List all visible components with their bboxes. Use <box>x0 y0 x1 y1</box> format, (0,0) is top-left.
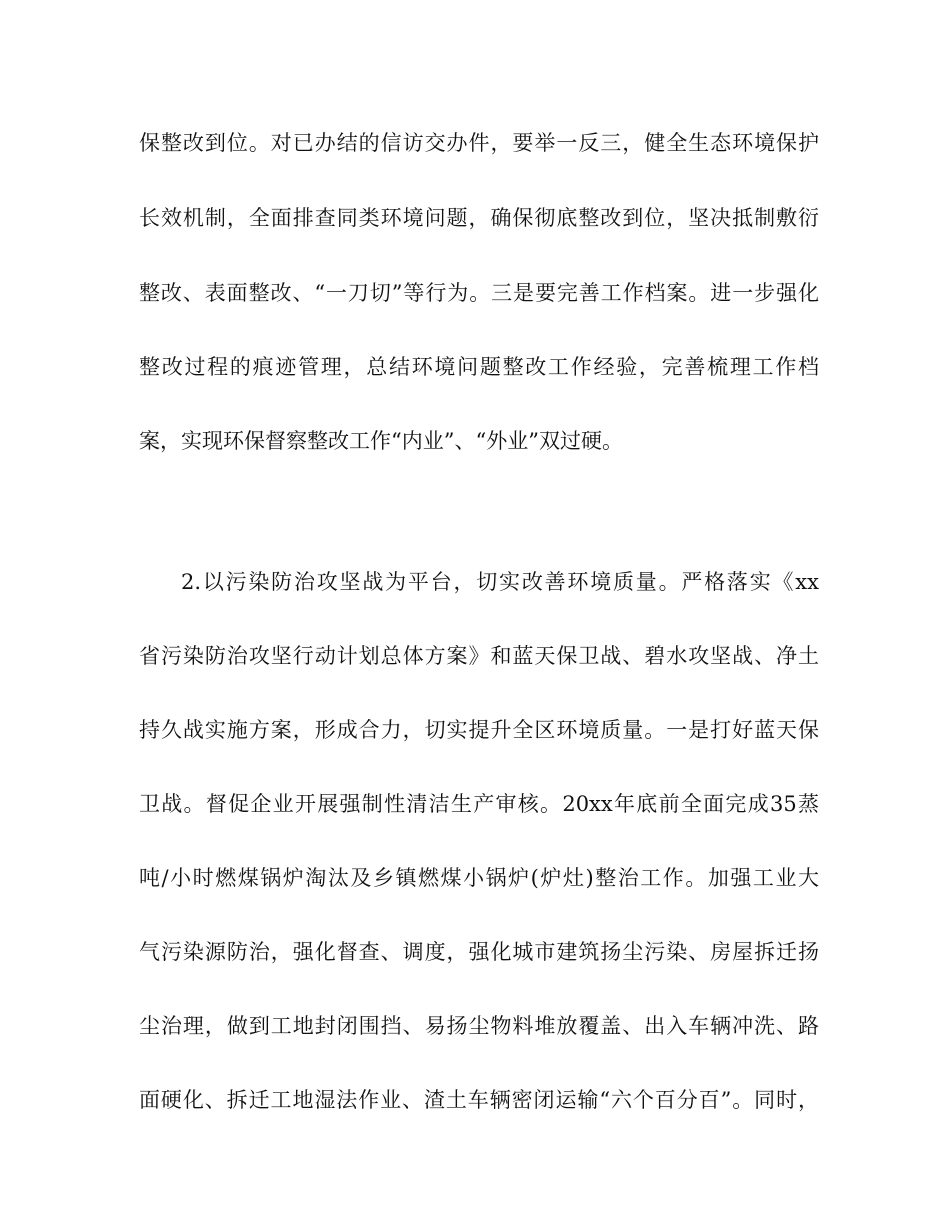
paragraph-2-line-5: 吨/小时燃煤锅炉淘汰及乡镇燃煤小锅炉(炉灶)整治工作。加强工业大 <box>139 866 819 890</box>
paragraph-2-line-7: 尘治理，做到工地封闭围挡、易扬尘物料堆放覆盖、出入车辆冲洗、路 <box>139 1014 819 1038</box>
paragraph-2-line-3: 持久战实施方案，形成合力，切实提升全区环境质量。一是打好蓝天保 <box>139 718 819 742</box>
paragraph-1-line-1: 保整改到位。对已办结的信访交办件，要举一反三，健全生态环境保护 <box>139 131 819 155</box>
paragraph-1-line-5: 案，实现环保督察整改工作“内业”、“外业”双过硬。 <box>139 429 623 453</box>
paragraph-2-line-8: 面硬化、拆迁工地湿法作业、渣土车辆密闭运输“六个百分百”。同时， <box>139 1088 819 1112</box>
paragraph-2-line-6: 气污染源防治，强化督查、调度，强化城市建筑扬尘污染、房屋拆迁扬 <box>139 940 819 964</box>
paragraph-2-line-1: 2.以污染防治攻坚战为平台，切实改善环境质量。严格落实《xx <box>181 570 819 594</box>
paragraph-1-line-4: 整改过程的痕迹管理，总结环境问题整改工作经验，完善梳理工作档 <box>139 355 819 379</box>
paragraph-1-line-2: 长效机制，全面排查同类环境问题，确保彻底整改到位，坚决抵制敷衍 <box>139 206 819 230</box>
paragraph-2-line-2: 省污染防治攻坚行动计划总体方案》和蓝天保卫战、碧水攻坚战、净土 <box>139 644 819 668</box>
paragraph-2-line-4: 卫战。督促企业开展强制性清洁生产审核。20xx年底前全面完成35蒸 <box>139 792 819 816</box>
paragraph-1-line-3: 整改、表面整改、“一刀切”等行为。三是要完善工作档案。进一步强化 <box>139 281 819 305</box>
